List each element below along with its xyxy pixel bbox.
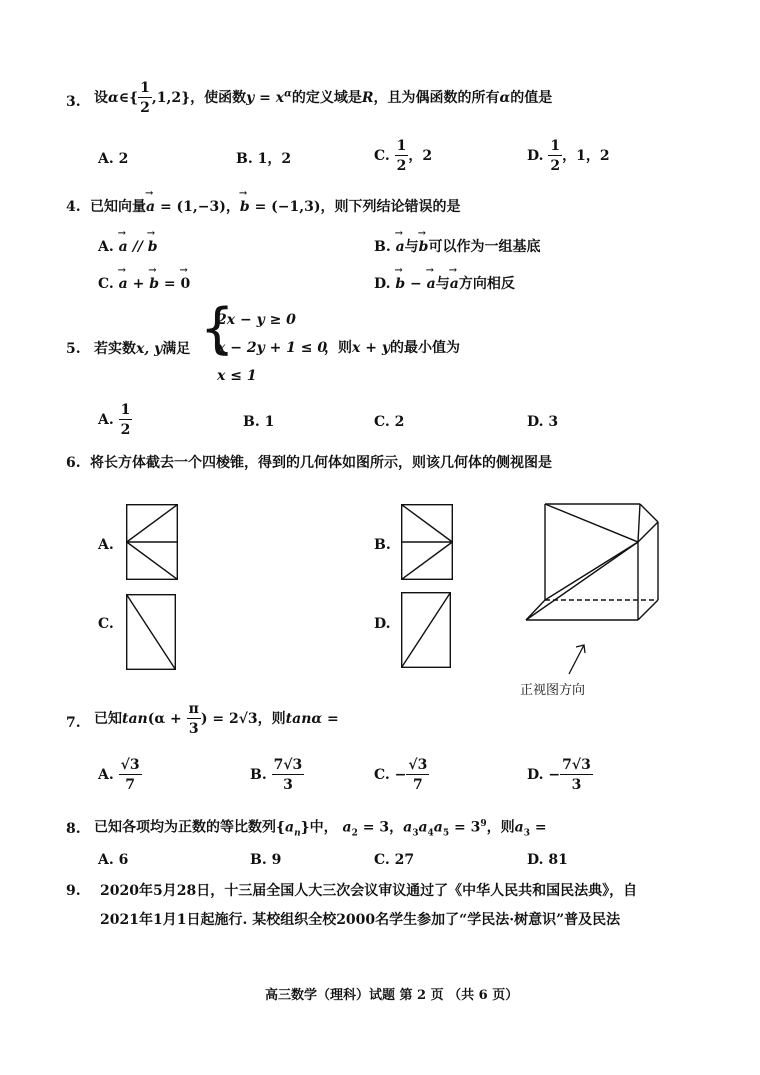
q3-opt-d-text: ，1，2 (562, 148, 610, 164)
q5-option-d (527, 415, 558, 429)
q7-open: (α + (147, 711, 187, 727)
q3-stem-a: 设 (94, 90, 108, 106)
q6-solid-figure (518, 500, 660, 678)
q7-three: 3 (188, 721, 199, 737)
q5-expr: x + y (352, 340, 390, 356)
q4-opt-d-vb: → b (395, 277, 405, 291)
q8-stem-i: ，则 (486, 819, 515, 836)
q4-opt-c-zero: → 0 (181, 277, 191, 291)
q8-option-b (250, 853, 281, 867)
q8-opt-b-label: B. (250, 852, 267, 868)
q3-alpha2: α (499, 90, 511, 106)
q6-number: 6. (66, 455, 81, 471)
q3-frac-den: 2 (140, 100, 150, 116)
q4-opt-c-vb: → b (149, 277, 159, 291)
q4-stem-a: 已知向量 (90, 199, 146, 215)
q8-stem-a: 已知各项均为正数的等比数列{ (94, 819, 286, 836)
q4-opt-d-op: − (405, 276, 427, 292)
q5-stem-a-text: 若实数 (94, 341, 136, 357)
q4-option-a (98, 240, 157, 254)
q6-option-a-figure (126, 504, 178, 580)
q5-option-b (243, 415, 274, 429)
q6-label-d: D. (374, 616, 391, 632)
q8-a4: a (418, 819, 428, 836)
q7-alpha: α (311, 711, 323, 727)
q5-opt-c-label: C. (374, 414, 390, 430)
q4-opt-d-label: D. (374, 276, 391, 292)
q6-label-c: C. (98, 616, 114, 632)
q7-opt-c-label: C. (374, 767, 390, 783)
q5-opt-a-label: A. (98, 412, 114, 428)
q4-eq2: = (−1,3)，则下列结论错误的是 (249, 199, 461, 215)
q4-opt-d-va2: → a (450, 277, 459, 291)
q7-opt-a-num: √3 (120, 757, 140, 773)
q6-stem: 将长方体截去一个四棱锥，得到的几何体如图所示，则该几何体的侧视图是 (90, 455, 552, 471)
page-footer: 高三数学（理科）试题 第 2 页 （共 6 页） (265, 988, 519, 1003)
q8-opt-a-label: A. (98, 852, 114, 868)
q5-stem-c-text: ，则 (324, 340, 352, 356)
q4-number: 4. (66, 199, 81, 215)
q8-opt-d-text: 81 (548, 852, 568, 868)
q4-opt-c-op: + (127, 276, 150, 292)
q3-opt-c-num: 1 (396, 138, 407, 154)
q5-condition-2: x − 2y + 1 ≤ 0 (217, 340, 328, 356)
q4-opt-b-op: 与 (404, 239, 419, 255)
q4-opt-a-vb: → b (148, 240, 158, 254)
q3-stem-tail: ，且为偶函数的所有 (373, 90, 500, 106)
q9-line-2: 2021年1月1日起施行. 某校组织全校2000名学生参加了“学民法·树意识”普及民法 (100, 912, 621, 928)
q5-opt-a-num: 1 (120, 402, 131, 418)
q8-a5-sub: 5 (442, 828, 450, 839)
q4-opt-b-vb: → b (419, 240, 429, 254)
q7-opt-c-num: √3 (408, 757, 428, 773)
q7-opt-b-den: 3 (283, 777, 293, 793)
q8-a3b: a (514, 819, 524, 836)
q4-option-c (98, 277, 190, 291)
q6-option-b-figure (401, 504, 453, 580)
q3-R: R (361, 90, 374, 106)
q8-stem (94, 820, 547, 838)
q8-a2: a (342, 819, 352, 836)
q8-number: 8. (66, 821, 81, 837)
q3-stem-rest: ,1,2}，使函数 (151, 90, 247, 106)
q5-stem-d: 的最小值为 (389, 340, 460, 356)
q8-a2-sub: 2 (351, 828, 358, 839)
q3-opt-d-num: 1 (550, 138, 561, 154)
q4-stem (90, 200, 461, 214)
q7-opt-a-den: 7 (125, 777, 135, 793)
q7-pi-frac (187, 702, 201, 736)
q8-a3b-sub: 3 (523, 828, 530, 839)
q6-option-d-figure (401, 592, 451, 668)
q7-opt-a-frac (119, 758, 142, 792)
q4-vec-b: → b (240, 200, 250, 214)
q7-close: ) = 2√3，则 (200, 711, 286, 727)
q3-option-a (98, 152, 128, 166)
q4-opt-d-va: → a (427, 277, 436, 291)
q8-opt-b-text: 9 (271, 852, 282, 868)
q6-label-a: A. (98, 537, 114, 553)
q5-opt-a-frac (119, 403, 133, 437)
q3-in: ∈{ (118, 90, 139, 106)
q7-opt-d-frac (560, 758, 593, 792)
q4-opt-a-op: // (127, 239, 148, 255)
q7-opt-b-frac (272, 758, 305, 792)
q3-stem (94, 81, 552, 115)
q5-stem-a (94, 342, 190, 356)
q3-option-b (236, 152, 291, 166)
q5-opt-c-text: 2 (394, 414, 405, 430)
q3-opt-b-text: 1，2 (257, 151, 292, 167)
q7-opt-d-den: 3 (571, 777, 582, 793)
q4-opt-a-label: A. (98, 239, 114, 255)
q5-brace: { (200, 297, 235, 360)
q7-stem-a: 已知 (94, 711, 122, 727)
q5-opt-d-text: 3 (548, 414, 559, 430)
q4-opt-b-va: → a (396, 240, 405, 254)
q4-opt-c-va: → a (119, 277, 128, 291)
q5-number: 5. (66, 341, 81, 357)
q3-frac-num: 1 (140, 80, 150, 96)
q8-a4-sub: 4 (427, 828, 434, 839)
q7-opt-d-label: D. (527, 767, 544, 783)
q3-option-c (374, 139, 432, 173)
q5-condition-1: 2x − y ≥ 0 (217, 312, 296, 328)
q5-opt-b-label: B. (243, 414, 260, 430)
q4-option-d (374, 277, 515, 291)
q3-sup: α (284, 88, 292, 100)
q4-opt-b-label: B. (374, 239, 391, 255)
q9-line-1: 2020年5月28日，十三届全国人大三次会议审议通过了《中华人民共和国民法典》，自 (100, 883, 638, 899)
q6-view-caption: 正视图方向 (520, 683, 586, 698)
q3-opt-c-frac (395, 139, 409, 173)
q8-option-a (98, 853, 128, 867)
q7-stem (94, 702, 339, 736)
q7-opt-d-num: 7√3 (562, 757, 591, 773)
q3-opt-c-text: ，2 (408, 148, 433, 164)
q3-opt-a-text: 2 (118, 151, 129, 167)
q7-option-a (98, 758, 142, 792)
q7-opt-a-label: A. (98, 767, 114, 783)
q7-eq: = (322, 711, 339, 727)
q7-option-c (374, 758, 429, 792)
q9-number: 9. (66, 883, 81, 899)
q7-opt-c-den: 7 (412, 777, 423, 793)
q5-option-c (374, 415, 404, 429)
q4-eq1: = (1,−3)， (155, 199, 240, 215)
q4-opt-b-rest: 可以作为一组基底 (428, 239, 541, 255)
q3-opt-d-frac (548, 139, 562, 173)
q3-opt-a-label: A. (98, 151, 114, 167)
q7-tan1: tan (122, 711, 148, 727)
q8-stem-d: = 3， (357, 819, 404, 836)
q7-opt-c-sign: − (394, 767, 407, 783)
q7-option-b (250, 758, 304, 792)
q8-opt-c-text: 27 (394, 852, 415, 868)
q8-stem-b: }中， (300, 819, 338, 836)
q8-stem-k: = (529, 819, 547, 836)
q6-label-b: B. (374, 537, 391, 553)
q4-vec-a: → a (146, 200, 155, 214)
q7-opt-d-sign: − (548, 767, 561, 783)
q3-y: y (246, 90, 255, 106)
q8-option-c (374, 853, 414, 867)
q3-opt-b-label: B. (236, 151, 253, 167)
q7-pi: π (188, 701, 199, 717)
q3-opt-c-den: 2 (396, 158, 407, 174)
q7-opt-b-num: 7√3 (273, 757, 303, 773)
q3-x: x (275, 90, 285, 106)
q3-eq: = (254, 90, 276, 106)
q8-exp9: 9 (480, 819, 487, 829)
q3-stem-mid: 的定义域是 (291, 90, 362, 106)
q4-opt-d-mid: 与 (435, 276, 450, 292)
q5-opt-a-den: 2 (120, 422, 131, 438)
q8-opt-c-label: C. (374, 852, 390, 868)
q8-a5: a (433, 819, 443, 836)
q8-a3-sub: 3 (412, 828, 419, 839)
q8-opt-a-text: 6 (118, 852, 129, 868)
q8-option-d (527, 853, 568, 867)
q3-opt-c-label: C. (374, 148, 390, 164)
q5-stem-c (324, 341, 460, 355)
q3-number: 3. (66, 94, 81, 110)
q4-opt-d-rest: 方向相反 (458, 276, 515, 292)
q7-option-d (527, 758, 593, 792)
q6-option-c-figure (126, 594, 176, 670)
q3-opt-d-den: 2 (550, 158, 561, 174)
q8-a3: a (403, 819, 413, 836)
q8-opt-d-label: D. (527, 852, 544, 868)
q5-condition-3: x ≤ 1 (217, 368, 257, 384)
q5-opt-d-label: D. (527, 414, 544, 430)
q3-alpha: α (108, 90, 119, 106)
q7-number: 7. (66, 715, 81, 731)
q8-stem-h: = 3 (449, 819, 481, 836)
q3-opt-d-label: D. (527, 148, 544, 164)
q4-opt-c-label: C. (98, 276, 114, 292)
q5-vars: x, y (136, 341, 163, 357)
q3-stem-end: 的值是 (510, 90, 553, 106)
q7-opt-b-label: B. (250, 767, 267, 783)
view-direction-arrow-icon (566, 642, 588, 676)
q7-tan2: tan (285, 711, 312, 727)
q3-frac (138, 81, 152, 115)
q5-opt-b-text: 1 (264, 414, 275, 430)
q4-option-b (374, 240, 540, 254)
q4-opt-c-eq: = (159, 276, 181, 292)
q3-option-d (527, 139, 610, 173)
q4-opt-a-va: → a (119, 240, 128, 254)
q5-option-a (98, 403, 132, 437)
q5-stem-b: 满足 (162, 341, 191, 357)
q8-an: a (285, 819, 295, 836)
q7-opt-c-frac (406, 758, 429, 792)
q8-n-sub: n (294, 828, 301, 839)
